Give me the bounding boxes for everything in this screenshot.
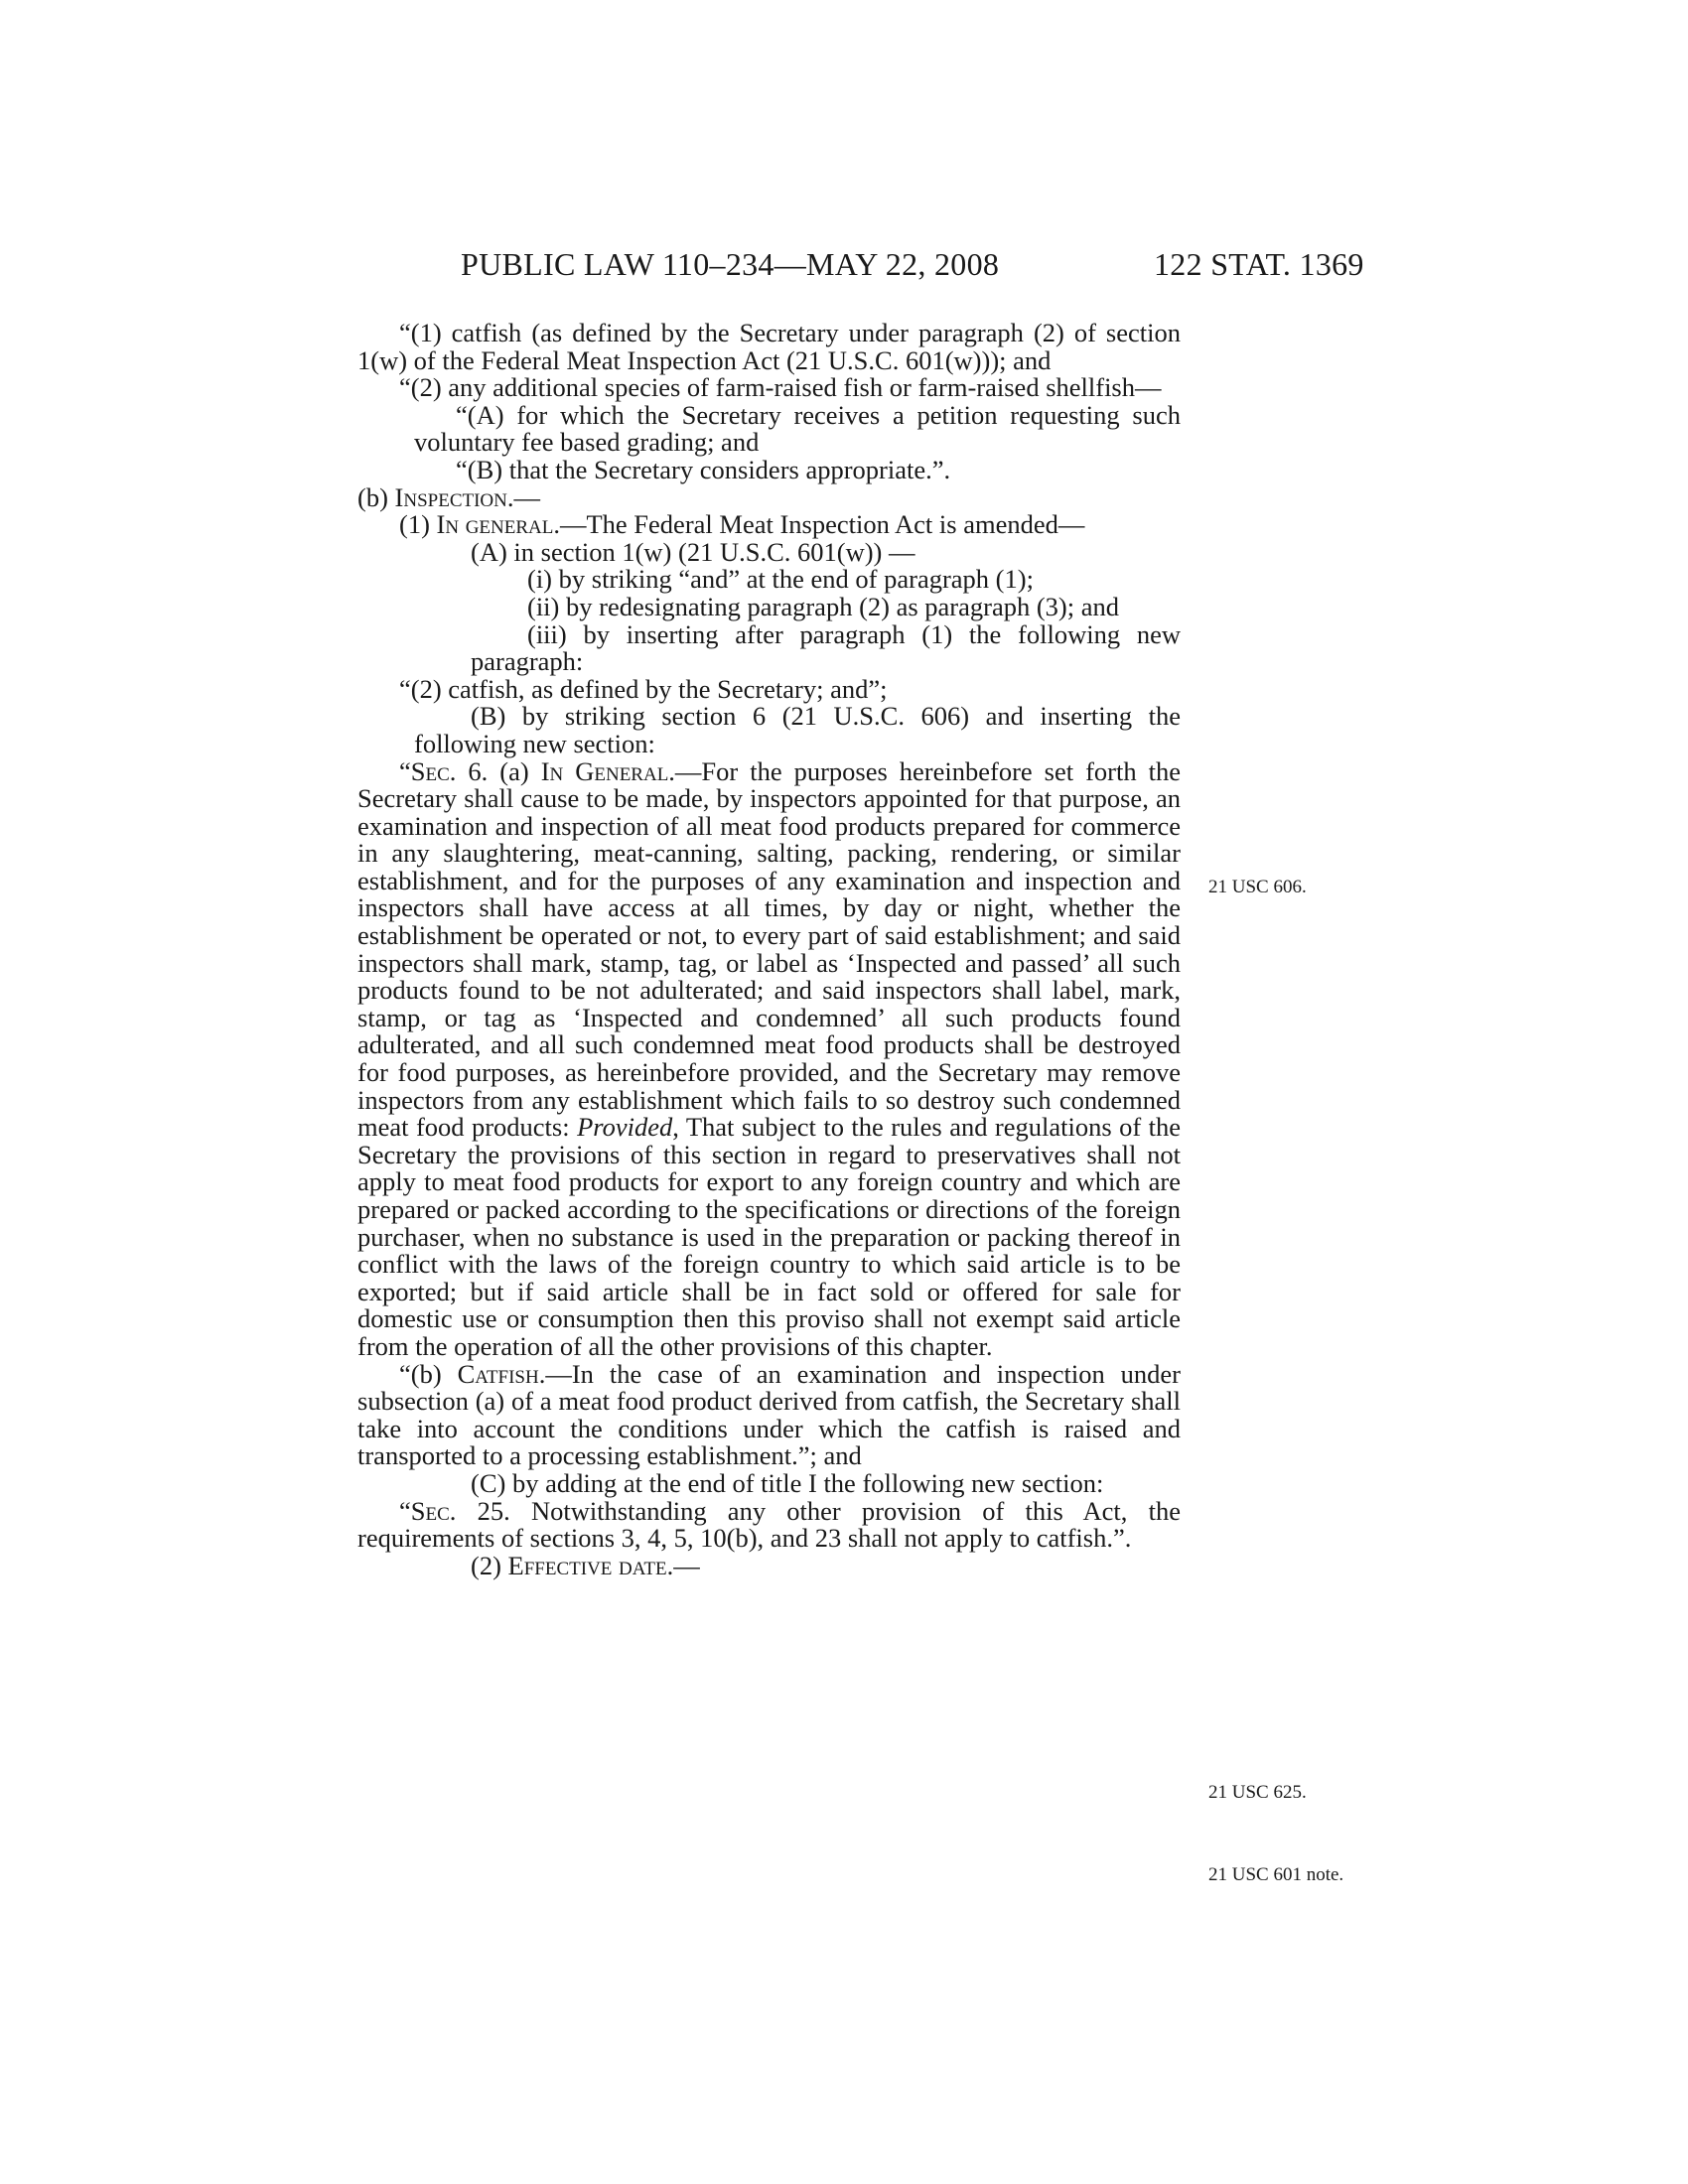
heading-in-general-2: In General — [540, 755, 669, 786]
page-stat-citation: 122 STAT. 1369 — [1154, 246, 1364, 282]
heading-catfish: Catfish — [457, 1358, 539, 1389]
margin-note-21-usc-601-note: 21 USC 601 note. — [1208, 1864, 1344, 1885]
paragraph-1-catfish: “(1) catfish (as defined by the Secretary under paragraph (2) of section 1(w) of the Federal Meat Inspection Act (21 U.S.C. 601(w))); and — [357, 318, 1181, 375]
heading-inspection: Inspection — [394, 481, 507, 512]
subsection-b-inspection: (b) Inspection.— — [357, 481, 540, 512]
margin-note-21-usc-606: 21 USC 606. — [1208, 877, 1307, 897]
running-head-title: PUBLIC LAW 110–234—MAY 22, 2008 — [461, 246, 1000, 282]
paragraph-1-in-general: (1) In general.—The Federal Meat Inspection Act is amended— — [399, 509, 1085, 540]
clause-ii-redesignating: (ii) by redesignating paragraph (2) as paragraph (3); and — [527, 591, 1120, 621]
subparagraph-b-appropriate: “(B) that the Secretary considers appropriate.”. — [456, 454, 951, 484]
heading-in-general: In general — [436, 509, 554, 540]
inserted-paragraph-2-catfish: “(2) catfish, as defined by the Secretary; and”; — [399, 673, 888, 704]
section-25-text: “Sec. 25. Notwithstanding any other provision of this Act, the requirements of sections 3, 4, 5, 10(b), and 23 shall not apply to catfish.”. — [357, 1495, 1181, 1554]
heading-effective-date: Effective date — [507, 1550, 667, 1580]
paragraph-2-additional-species: “(2) any additional species of farm-raised fish or farm-raised shellfish— — [399, 372, 1162, 403]
subsection-b-catfish: “(b) Catfish.—In the case of an examination and inspection under subsection (a) of a meat food product derived from catfish, the Secretary shall take into account the conditions under which the catfish is raised and transported to a processing establishment.”; and — [357, 1358, 1181, 1471]
clause-i-striking: (i) by striking “and” at the end of paragraph (1); — [527, 564, 1034, 595]
margin-note-21-usc-625: 21 USC 625. — [1208, 1782, 1307, 1803]
statute-text — [357, 320, 1181, 1579]
subparagraph-b-striking-section-6: (B) by striking section 6 (21 U.S.C. 606) and inserting the following new section: — [414, 701, 1181, 758]
subparagraph-a-section-1w: (A) in section 1(w) (21 U.S.C. 601(w)) — — [471, 536, 915, 567]
clause-iii-inserting: (iii) by inserting after paragraph (1) the following new paragraph: — [471, 618, 1181, 677]
paragraph-2-effective-date: (2) Effective date.— — [471, 1550, 700, 1580]
section-6-text: “Sec. 6. (a) In General.—For the purposes hereinbefore set forth the Secretary shall cause to be made, by inspectors appointed for that purpose, an examination and inspection of all meat food products prepared for commerce in any slaughtering, meat-canning, salting, packing, rendering, or similar establishment, and for the purposes of any examination and inspection and inspectors shall have access at all times, by day or night, whether the establishment be operated or not, to every part of said establishment; and said inspectors shall mark, stamp, tag, or label as ‘Inspected and passed’ all such products found to be not adulterated; and said inspectors shall label, mark, stamp, or tag as ‘Inspected and condemned’ all such products found adulterated, and all such condemned meat food products shall be destroyed for food purposes, as hereinbefore provided, and the Secretary may remove inspectors from any establishment which fails to so destroy such condemned meat food products: Provided, That subject to the rules and regulations of the Secretary the provisions of this section in regard to preservatives shall not apply to meat food products for export to any foreign country and which are prepared or packed according to the specifications or directions of the foreign purchaser, when no substance is used in the preparation or packing thereof in conflict with the laws of the foreign country to which said article is to be exported; but if said article shall be in fact sold or offered for sale for domestic use or consumption then this proviso shall not exempt said article from the operation of all the other provisions of this chapter. — [357, 755, 1182, 1361]
subparagraph-a-petition: “(A) for which the Secretary receives a petition requesting such voluntary fee based grading; and — [414, 399, 1181, 458]
subparagraph-c-adding-section: (C) by adding at the end of title I the following new section: — [471, 1467, 1104, 1498]
